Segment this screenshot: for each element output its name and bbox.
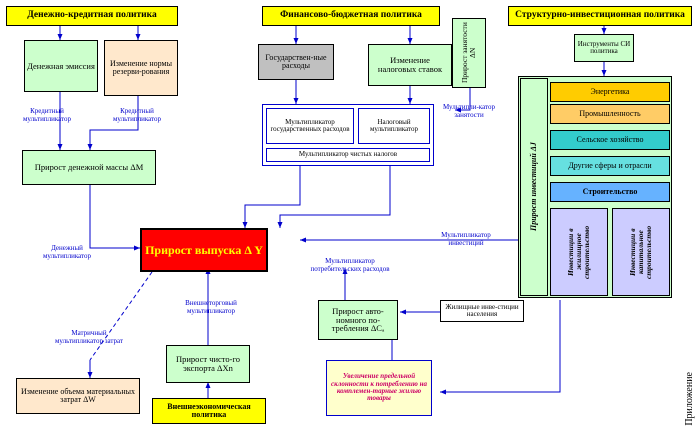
label-foreign-trade-mult: Внешнеторговый мультипликатор [185, 299, 237, 315]
sector-energy: Энергетика [550, 82, 670, 102]
policy-title-foreign: Внешнеэкономическая политика [152, 398, 266, 424]
box-net-export: Прирост чисто-го экспорта ΔXn [166, 345, 250, 383]
policy-title-fiscal: Финансово-бюджетная политика [262, 6, 440, 26]
box-mult-net-tax: Мультипликатор чистых налогов [266, 148, 430, 162]
box-si-tools: Инструменты СИ политика [574, 34, 634, 62]
box-reserve-norm: Изменение нормы резерви-рования [104, 40, 178, 96]
box-propensity-note: Увеличение предельной склонности к потреблению на комплемен-тарные жилью товары [326, 360, 432, 416]
box-tax-rates: Изменение налоговых ставок [368, 44, 452, 86]
box-mult-tax: Налоговый мультипликатор [358, 108, 430, 144]
label-money-mult: Денежный мультипликатор [42, 244, 92, 260]
box-capital-construction: Инвестиции в капитальное строительство [612, 208, 670, 296]
policy-title-monetary: Денежно-кредитная политика [6, 6, 178, 26]
sector-construction: Строительство [550, 182, 670, 202]
label-investment-mult: Мультипликатор инвестиций [441, 231, 491, 247]
sector-industry: Промышленность [550, 104, 670, 124]
box-investment-growth: Прирост инвестиций ΔJ [520, 78, 548, 296]
box-housing-investment: Жилищные инве-стиции населения [440, 300, 524, 322]
policy-title-structural: Структурно-инвестиционная политика [508, 6, 692, 26]
box-autonomous-consumption: Прирост авто-номного по-требления ΔCₐ [318, 300, 398, 340]
sector-other: Другие сферы и отрасли [550, 156, 670, 176]
page-note: Приложение [684, 372, 695, 426]
box-money-emission: Денежная эмиссия [24, 40, 98, 92]
label-credit-mult-left: Кредитный мультипликатор [22, 107, 72, 123]
box-money-mass: Прирост денежной массы ΔM [22, 150, 156, 185]
sector-agriculture: Сельское хозяйство [550, 130, 670, 150]
label-consumer-mult: Мультипликатор потребительских расходов [310, 257, 390, 273]
box-output-growth: Прирост выпуска Δ Y [140, 228, 268, 272]
label-matrix-mult: Матричный мультипликатор затрат [54, 329, 124, 345]
box-material-costs: Изменение объема материальных затрат ΔW [16, 378, 140, 414]
label-employment-mult: Мультипли-катор занятости [443, 103, 495, 119]
label-credit-mult-right: Кредитный мультипликатор [112, 107, 162, 123]
box-employment-growth: Прирост занятости ΔN [452, 18, 486, 88]
box-mult-gov-spending: Мультипликатор государственных расходов [266, 108, 354, 144]
box-housing-construction: Инвестиции в жилищное строительство [550, 208, 608, 296]
box-gov-spending: Государствен-ные расходы [258, 44, 334, 80]
